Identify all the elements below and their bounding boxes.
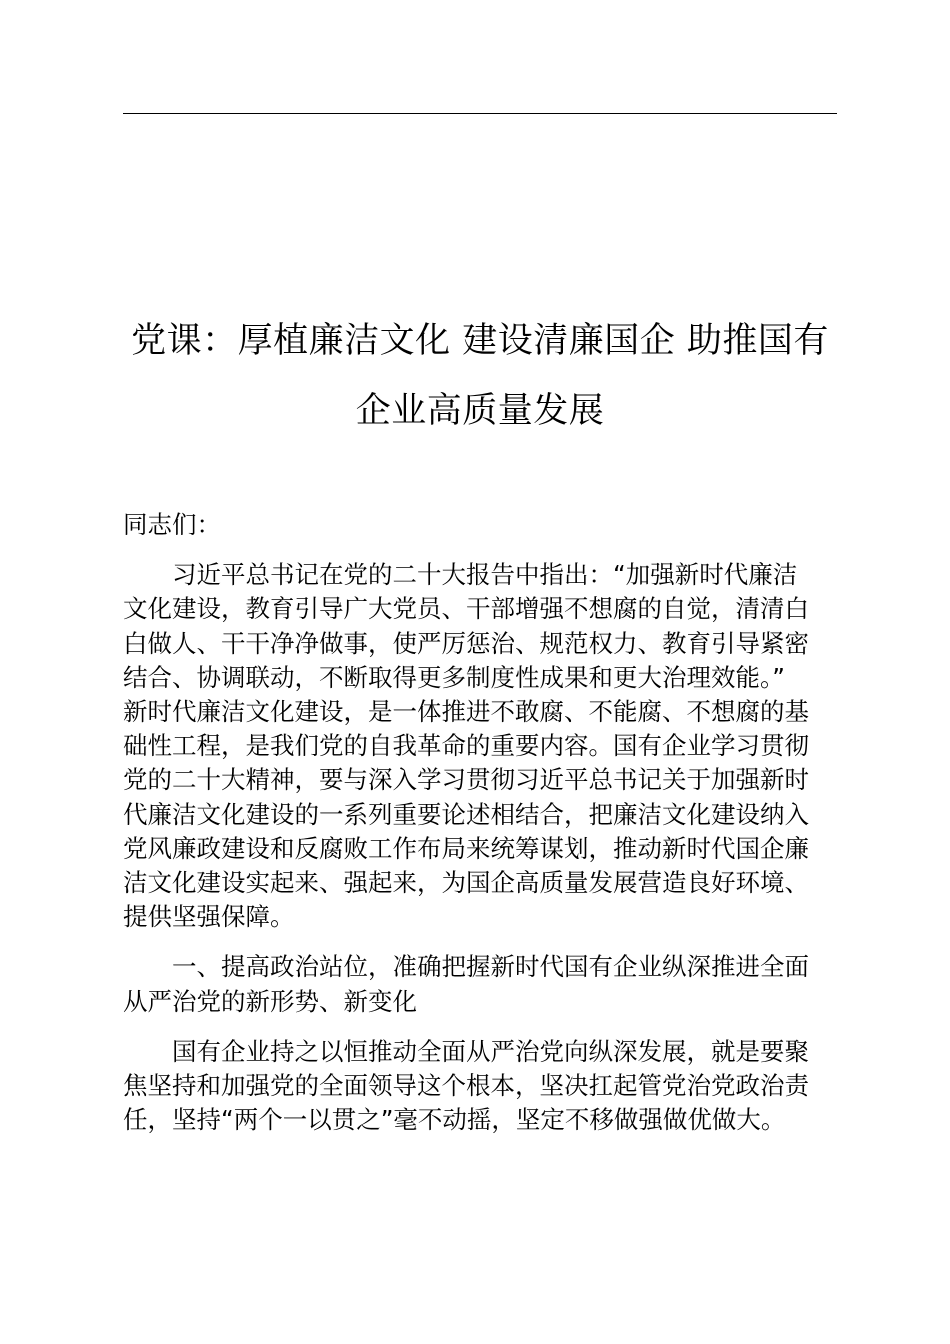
text-line: 习近平总书记在党的二十大报告中指出：“加强新时代廉洁 xyxy=(172,560,798,590)
text-line: 洁文化建设实起来、强起来，为国企高质量发展营造良好环境、 xyxy=(123,868,809,898)
text-line: 党的二十大精神，要与深入学习贯彻习近平总书记关于加强新时 xyxy=(123,765,809,795)
header-rule xyxy=(123,113,837,114)
text-line: 文化建设，教育引导广大党员、干部增强不想腐的自觉，清清白 xyxy=(123,594,809,624)
text-line: 国有企业持之以恒推动全面从严治党向纵深发展，就是要聚 xyxy=(172,1036,809,1066)
greeting: 同志们： xyxy=(123,510,221,539)
text-line: 焦坚持和加强党的全面领导这个根本，坚决扛起管党治党政治责 xyxy=(123,1071,809,1101)
paragraph-section-1 xyxy=(123,1035,837,1138)
document-body xyxy=(123,508,837,1153)
text-line: 结合、协调联动，不断取得更多制度性成果和更大治理效能。” xyxy=(123,662,785,692)
title-line: 企业高质量发展 xyxy=(355,391,605,431)
text-line: 新时代廉洁文化建设，是一体推进不敢腐、不能腐、不想腐的基 xyxy=(123,697,809,727)
text-line: 从严治党的新形势、新变化 xyxy=(123,986,417,1016)
text-line: 白做人、干干净净做事，使严厉惩治、规范权力、教育引导紧密 xyxy=(123,628,809,658)
text-line: 任，坚持“两个一以贯之”毫不动摇，坚定不移做强做优做大。 xyxy=(123,1105,786,1135)
text-line: 础性工程，是我们党的自我革命的重要内容。国有企业学习贯彻 xyxy=(123,731,809,761)
text-line: 一、提高政治站位，准确把握新时代国有企业纵深推进全面 xyxy=(172,952,809,982)
document-title xyxy=(123,306,837,446)
paragraph-intro xyxy=(123,558,837,934)
text-line: 代廉洁文化建设的一系列重要论述相结合，把廉洁文化建设纳入 xyxy=(123,799,809,829)
text-line: 提供坚强保障。 xyxy=(123,902,295,932)
title-line: 党课：厚植廉洁文化 建设清廉国企 助推国有 xyxy=(131,321,829,361)
text-line: 党风廉政建设和反腐败工作布局来统筹谋划，推动新时代国企廉 xyxy=(123,833,809,863)
section-heading-1 xyxy=(123,950,837,1018)
